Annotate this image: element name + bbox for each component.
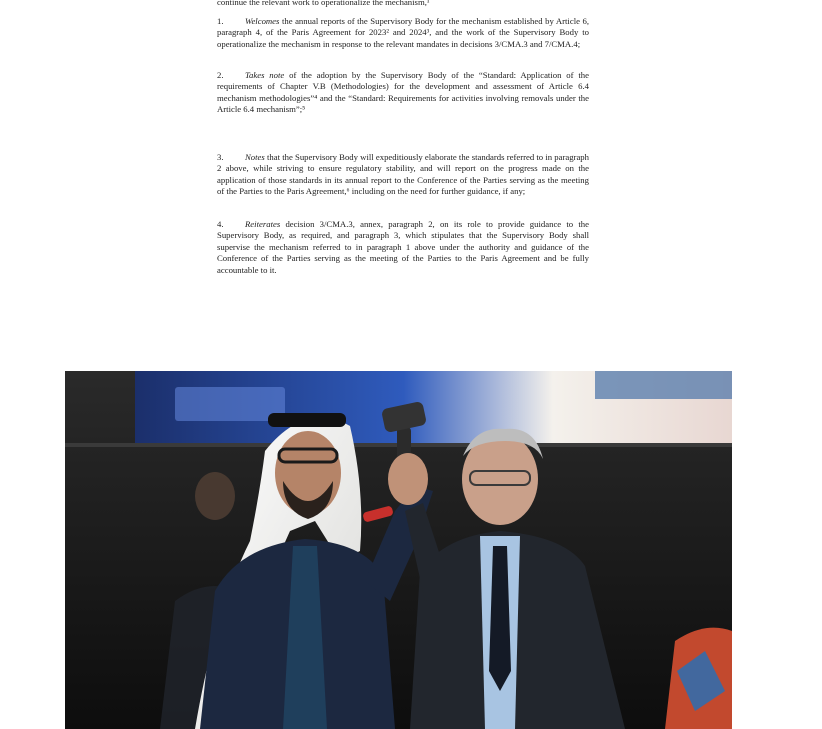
paragraph-verb: Notes xyxy=(245,152,265,162)
paragraph-number: 1. xyxy=(217,16,224,26)
paragraph-text: of the adoption by the Supervisory Body of the “Standard: Application of the requirements of Chapter V.B (Methodologies) for the development and assessment of Article 6.4 mechanism methodologies”⁴ and the “Standard: Requirements for activities involving removals under the Article 6.4 mechanism”;⁵ xyxy=(217,70,589,115)
paragraph-2 xyxy=(217,70,589,116)
paragraph-text: that the Supervisory Body will expeditiously elaborate the standards referred to in paragraph 2 above, while striving to ensure regulatory stability, and will report on the progress made on the application of those standards in its annual report to the Conference of the Parties serving as the meeting of the Parties to the Paris Agreement,⁶ including on the need for further guidance, if any; xyxy=(217,152,589,197)
paragraph-text: the annual reports of the Supervisory Body for the mechanism established by Article 6, paragraph 4, of the Paris Agreement for 2023² and 2024³, and the work of the Supervisory Body to operationalize the mechanism in response to the relevant mandates in decisions 3/CMA.3 and 7/CMA.4; xyxy=(217,16,589,49)
paragraph-3 xyxy=(217,152,589,198)
paragraph-1 xyxy=(217,16,589,50)
paragraph-number: 3. xyxy=(217,152,224,162)
paragraph-number: 2. xyxy=(217,70,224,80)
intro-line: continue the relevant work to operationalize the mechanism,¹ xyxy=(217,0,430,7)
paragraph-verb: Welcomes xyxy=(245,16,280,26)
photo-illustration xyxy=(65,371,732,729)
paragraph-number: 4. xyxy=(217,219,224,229)
background-person xyxy=(195,472,235,520)
agal-band xyxy=(268,413,346,427)
paragraph-verb: Reiterates xyxy=(245,219,281,229)
paragraph-4 xyxy=(217,219,589,276)
paragraph-verb: Takes note xyxy=(245,70,285,80)
screen-detail xyxy=(175,387,285,421)
paragraph-text: decision 3/CMA.3, annex, paragraph 2, on its role to provide guidance to the Supervisory Body, as required, and paragraph 3, which stipulates that the Supervisory Body shall supervise the mechanism referred to in paragraph 1 above under the authority and guidance of the Conference of the Parties serving as the meeting of the Parties to the Paris Agreement and be fully accountable to it. xyxy=(217,219,589,275)
news-photo xyxy=(65,371,732,729)
joined-hands xyxy=(388,453,428,505)
screen-pattern xyxy=(595,371,732,399)
